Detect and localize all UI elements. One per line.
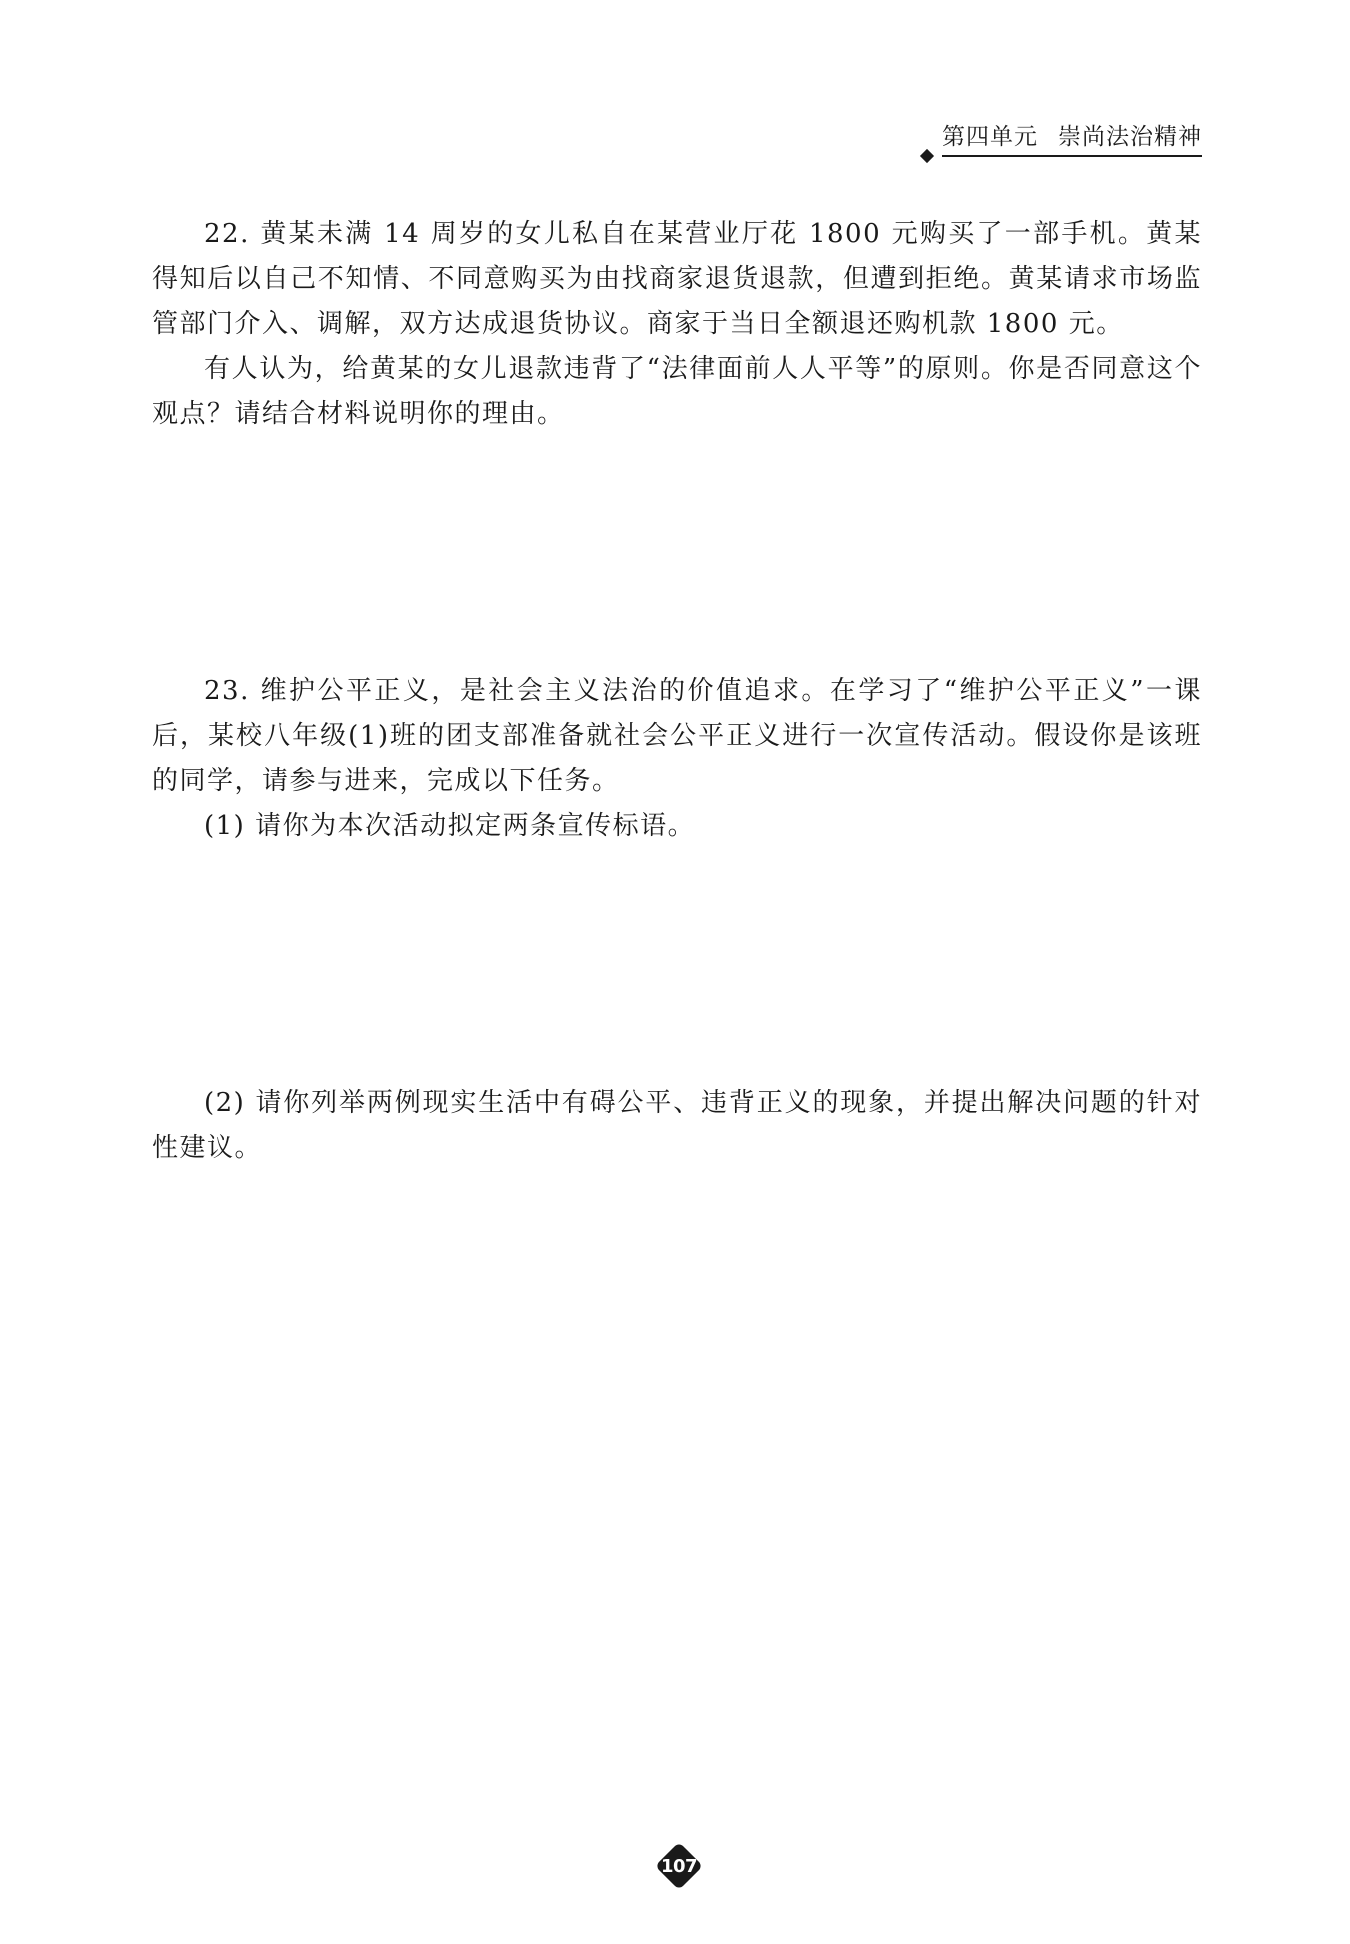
page-number: 107 [660,1855,698,1877]
page-number-badge [656,1843,702,1889]
header-title-box [942,118,1202,157]
header-title: 崇尚法治精神 [1058,124,1202,150]
question-23-text: 23. 维护公平正义，是社会主义法治的价值追求。在学习了“维护公平正义”一课后，某校八年级(1)班的团支部准备就社会公平正义进行一次宣传活动。假设你是该班的同学，请参与进来，完成以下任务。 [152,676,1202,796]
question-23-sub-1: (1) 请你为本次活动拟定两条宣传标语。 [204,811,696,841]
page-content [152,212,1202,1171]
question-22-text: 22. 黄某未满 14 周岁的女儿私自在某营业厅花 1800 元购买了一部手机。黄某得知后以自己不知情、不同意购买为由找商家退货退款，但遭到拒绝。黄某请求市场监管部门介入、调解，双方达成退货协议。商家于当日全额退还购机款 1800 元。 [152,219,1202,339]
question-22-prompt: 有人认为，给黄某的女儿退款违背了“法律面前人人平等”的原则。你是否同意这个观点？请结合材料说明你的理由。 [152,354,1202,429]
page-header [922,118,1202,157]
question-23-sub-2: (2) 请你列举两例现实生活中有碍公平、违背正义的现象，并提出解决问题的针对性建议。 [152,1088,1202,1163]
header-unit: 第四单元 [942,124,1038,150]
diamond-bullet-icon [920,149,934,163]
